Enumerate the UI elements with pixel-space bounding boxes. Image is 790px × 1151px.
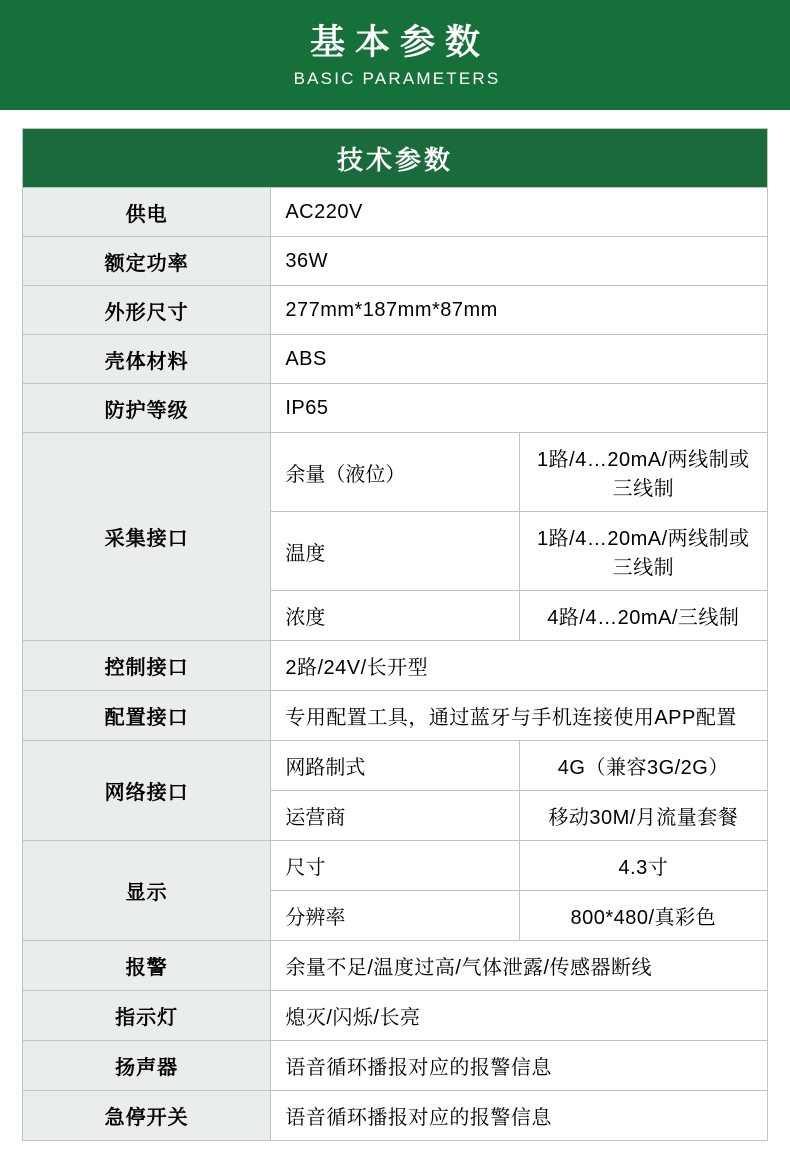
row-value: IP65 [271,384,768,433]
row-label: 防护等级 [23,384,271,433]
sub-row-value: 移动30M/月流量套餐 [519,791,767,841]
table-row [23,741,768,791]
sub-row-label: 温度 [271,512,519,591]
table-row [23,384,768,433]
table-row [23,941,768,991]
table-row [23,991,768,1041]
row-label: 外形尺寸 [23,286,271,335]
spec-table [22,128,768,1141]
sub-row-label: 浓度 [271,591,519,641]
row-value: 语音循环播报对应的报警信息 [271,1091,768,1141]
table-row [23,335,768,384]
sub-row-value: 4G（兼容3G/2G） [519,741,767,791]
table-row [23,1091,768,1141]
row-label: 额定功率 [23,237,271,286]
row-value: 2路/24V/长开型 [271,641,768,691]
table-row [23,237,768,286]
row-label: 扬声器 [23,1041,271,1091]
row-value: 余量不足/温度过高/气体泄露/传感器断线 [271,941,768,991]
row-label: 供电 [23,188,271,237]
sub-row-label: 分辨率 [271,891,519,941]
table-row [23,188,768,237]
sub-row-value: 800*480/真彩色 [519,891,767,941]
page-banner [0,0,790,110]
row-label: 控制接口 [23,641,271,691]
table-header-row [23,129,768,188]
row-label: 采集接口 [23,433,271,641]
banner-subtitle: BASIC PARAMETERS [293,68,501,88]
row-value: 277mm*187mm*87mm [271,286,768,335]
sub-row-value: 1路/4…20mA/两线制或三线制 [519,433,767,512]
sub-row-value: 4路/4…20mA/三线制 [519,591,767,641]
table-row [23,1041,768,1091]
row-value: 专用配置工具，通过蓝牙与手机连接使用APP配置 [271,691,768,741]
sub-row-label: 余量（液位） [271,433,519,512]
table-row [23,841,768,891]
row-value: ABS [271,335,768,384]
sub-row-value: 4.3寸 [519,841,767,891]
row-label: 配置接口 [23,691,271,741]
row-label: 指示灯 [23,991,271,1041]
row-value: 语音循环播报对应的报警信息 [271,1041,768,1091]
row-label: 网络接口 [23,741,271,841]
row-value: AC220V [271,188,768,237]
sub-row-label: 运营商 [271,791,519,841]
sub-row-value: 1路/4…20mA/两线制或三线制 [519,512,767,591]
sub-row-label: 网路制式 [271,741,519,791]
table-row [23,641,768,691]
row-label: 报警 [23,941,271,991]
row-label: 显示 [23,841,271,941]
spec-table-container [0,110,790,1151]
banner-title: 基本参数 [309,23,490,63]
table-row [23,286,768,335]
table-row [23,691,768,741]
row-label: 壳体材料 [23,335,271,384]
sub-row-label: 尺寸 [271,841,519,891]
table-header-title: 技术参数 [23,129,768,188]
row-value: 36W [271,237,768,286]
row-value: 熄灭/闪烁/长亮 [271,991,768,1041]
row-label: 急停开关 [23,1091,271,1141]
table-row [23,433,768,512]
